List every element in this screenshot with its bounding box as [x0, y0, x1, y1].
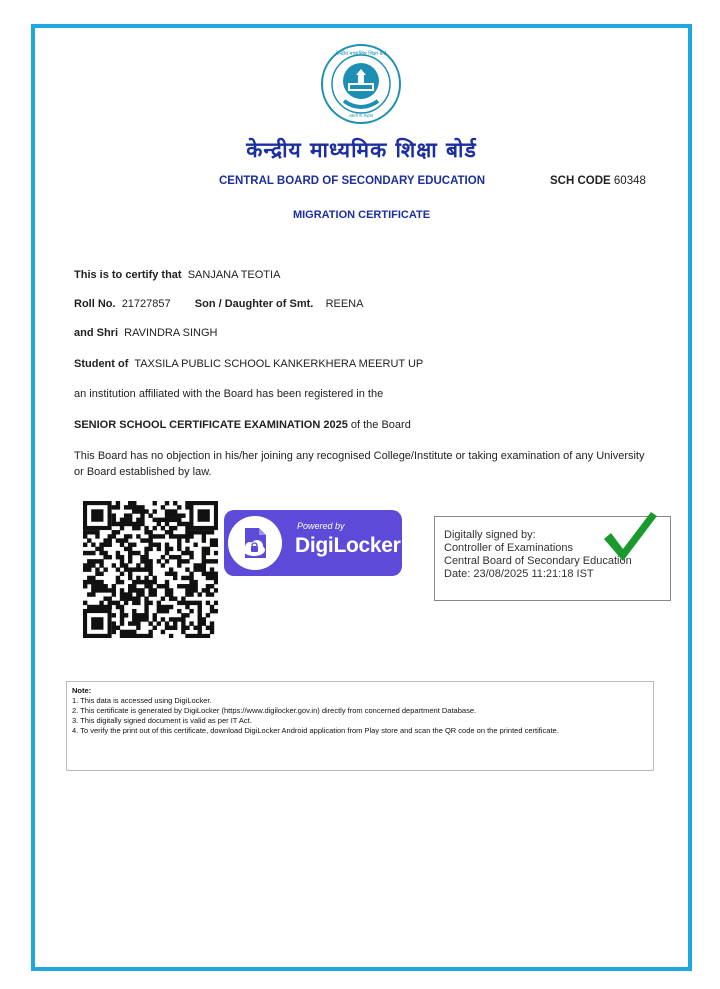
parent-label: Son / Daughter of Smt.	[194, 298, 314, 310]
digilocker-badge	[224, 510, 402, 576]
school-label: Student of	[74, 358, 129, 370]
signature-line-2: Controller of Examinations	[444, 542, 574, 554]
qr-code[interactable]	[83, 501, 218, 638]
student-name: SANJANA TEOTIA	[187, 269, 281, 281]
verified-check-icon	[601, 509, 659, 565]
note-item-2: 2. This certificate is generated by DigiLocker (https://www.digilocker.gov.in) directly from concerned department Database.	[72, 706, 477, 715]
note-item-3: 3. This digitally signed document is valid as per IT Act.	[72, 716, 252, 725]
affiliation-text: an institution affiliated with the Board has been registered in the	[74, 388, 384, 400]
digilocker-powered-by: Powered by	[297, 521, 345, 531]
note-item-4: 4. To verify the print out of this certificate, download DigiLocker Android application from Play store and scan the QR code on the printed certificate.	[72, 726, 559, 735]
signature-line-1: Digitally signed by:	[444, 529, 536, 541]
father-label: and Shri	[74, 327, 119, 339]
signature-line-3: Central Board of Secondary Education	[444, 555, 632, 567]
seal-motto: असतो मा सद्गमय	[348, 113, 374, 118]
qr-finder-top-left	[83, 501, 112, 530]
note-title: Note:	[72, 686, 92, 695]
sch-code-value: 60348	[613, 175, 646, 187]
school-line	[74, 358, 423, 370]
certify-line	[74, 269, 280, 281]
exam-line	[74, 419, 411, 431]
roll-value: 21727857	[121, 298, 171, 310]
exam-name: SENIOR SCHOOL CERTIFICATE EXAMINATION 2025	[74, 419, 348, 431]
roll-line	[74, 298, 363, 310]
cbse-seal-icon	[320, 43, 402, 125]
note-item-1: 1. This data is accessed using DigiLocker.	[72, 696, 212, 705]
digital-signature-box	[434, 516, 671, 601]
certificate-title: MIGRATION CERTIFICATE	[292, 209, 431, 221]
signature-date: Date: 23/08/2025 11:21:18 IST	[444, 568, 594, 580]
qr-finder-bottom-left	[83, 609, 112, 638]
roll-label: Roll No.	[74, 298, 116, 310]
certificate-frame	[31, 24, 692, 971]
school-name: TAXSILA PUBLIC SCHOOL KANKERKHERA MEERUT UP	[134, 358, 424, 370]
father-line	[74, 327, 217, 339]
exam-suffix: of the Board	[350, 419, 411, 431]
sch-code-label: SCH CODE	[550, 175, 611, 187]
note-box	[66, 681, 654, 771]
mother-name: REENA	[325, 298, 364, 310]
seal-bottom-text: भारत	[356, 96, 366, 101]
objection-text: This Board has no objection in his/her joining any recognised College/Institute or taking examination of any University or Board established by law.	[74, 450, 645, 478]
hindi-board-title: केन्द्रीय माध्यमिक शिक्षा बोर्ड	[246, 138, 477, 162]
digilocker-logo-icon	[228, 516, 282, 570]
digilocker-name: DigiLocker	[295, 534, 401, 557]
board-name: CENTRAL BOARD OF SECONDARY EDUCATION	[219, 175, 485, 187]
school-code	[550, 175, 646, 187]
qr-finder-top-right	[189, 501, 218, 530]
certify-label: This is to certify that	[74, 269, 182, 281]
seal-ring-text: केन्द्रीय माध्यमिक शिक्षा बोर्ड	[335, 51, 387, 57]
father-name: RAVINDRA SINGH	[124, 327, 218, 339]
